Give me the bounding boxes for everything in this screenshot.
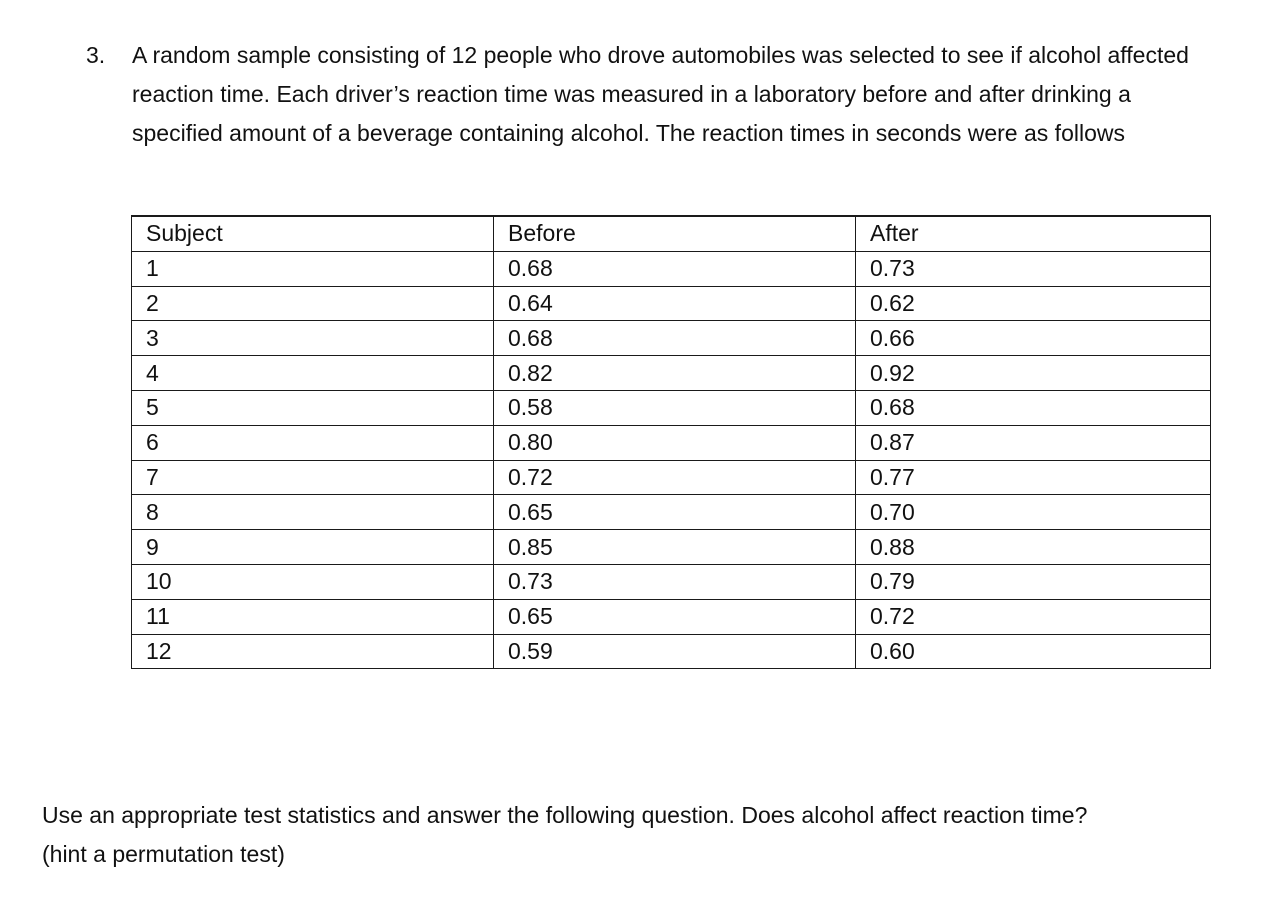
table-row — [132, 321, 1211, 356]
table-row — [132, 460, 1211, 495]
cell-after: 0.72 — [856, 599, 1211, 634]
problem-number: 3. — [86, 42, 106, 68]
cell-before: 0.82 — [494, 356, 856, 391]
cell-after: 0.92 — [856, 356, 1211, 391]
table-row — [132, 599, 1211, 634]
cell-subject: 12 — [132, 634, 494, 669]
cell-after: 0.87 — [856, 425, 1211, 460]
cell-subject: 8 — [132, 495, 494, 530]
cell-before: 0.58 — [494, 390, 856, 425]
cell-subject: 11 — [132, 599, 494, 634]
cell-before: 0.68 — [494, 251, 856, 286]
table-row — [132, 530, 1211, 565]
header-after: After — [856, 216, 1211, 251]
cell-subject: 5 — [132, 390, 494, 425]
cell-before: 0.65 — [494, 599, 856, 634]
table-row — [132, 425, 1211, 460]
header-before: Before — [494, 216, 856, 251]
table-row — [132, 495, 1211, 530]
cell-after: 0.60 — [856, 634, 1211, 669]
cell-after: 0.66 — [856, 321, 1211, 356]
cell-subject: 10 — [132, 564, 494, 599]
table-row — [132, 390, 1211, 425]
cell-after: 0.73 — [856, 251, 1211, 286]
cell-before: 0.72 — [494, 460, 856, 495]
cell-subject: 4 — [132, 356, 494, 391]
question-text: Use an appropriate test statistics and answer the following question. Does alcohol affect reaction time? — [42, 802, 1088, 828]
table-row — [132, 286, 1211, 321]
cell-after: 0.79 — [856, 564, 1211, 599]
cell-before: 0.64 — [494, 286, 856, 321]
cell-after: 0.77 — [856, 460, 1211, 495]
cell-before: 0.73 — [494, 564, 856, 599]
cell-subject: 9 — [132, 530, 494, 565]
header-subject: Subject — [132, 216, 494, 251]
table-header-row — [132, 216, 1211, 251]
cell-subject: 3 — [132, 321, 494, 356]
table-row — [132, 356, 1211, 391]
table-row — [132, 564, 1211, 599]
reaction-time-table — [131, 215, 1211, 669]
cell-before: 0.85 — [494, 530, 856, 565]
cell-after: 0.62 — [856, 286, 1211, 321]
question — [42, 796, 1242, 874]
cell-subject: 2 — [132, 286, 494, 321]
cell-subject: 6 — [132, 425, 494, 460]
table-row — [132, 634, 1211, 669]
problem-text: A random sample consisting of 12 people who drove automobiles was selected to see if alcohol affected reaction time. Each driver’s reaction time was measured in a laboratory before and after drinking a specified amount of a beverage containing alcohol. The reaction times in seconds were as follows — [132, 42, 1189, 146]
cell-after: 0.68 — [856, 390, 1211, 425]
cell-before: 0.68 — [494, 321, 856, 356]
cell-subject: 7 — [132, 460, 494, 495]
cell-subject: 1 — [132, 251, 494, 286]
cell-before: 0.65 — [494, 495, 856, 530]
cell-after: 0.88 — [856, 530, 1211, 565]
cell-before: 0.59 — [494, 634, 856, 669]
cell-before: 0.80 — [494, 425, 856, 460]
table-row — [132, 251, 1211, 286]
cell-after: 0.70 — [856, 495, 1211, 530]
problem-statement — [86, 36, 1216, 153]
question-hint: (hint a permutation test) — [42, 841, 285, 867]
